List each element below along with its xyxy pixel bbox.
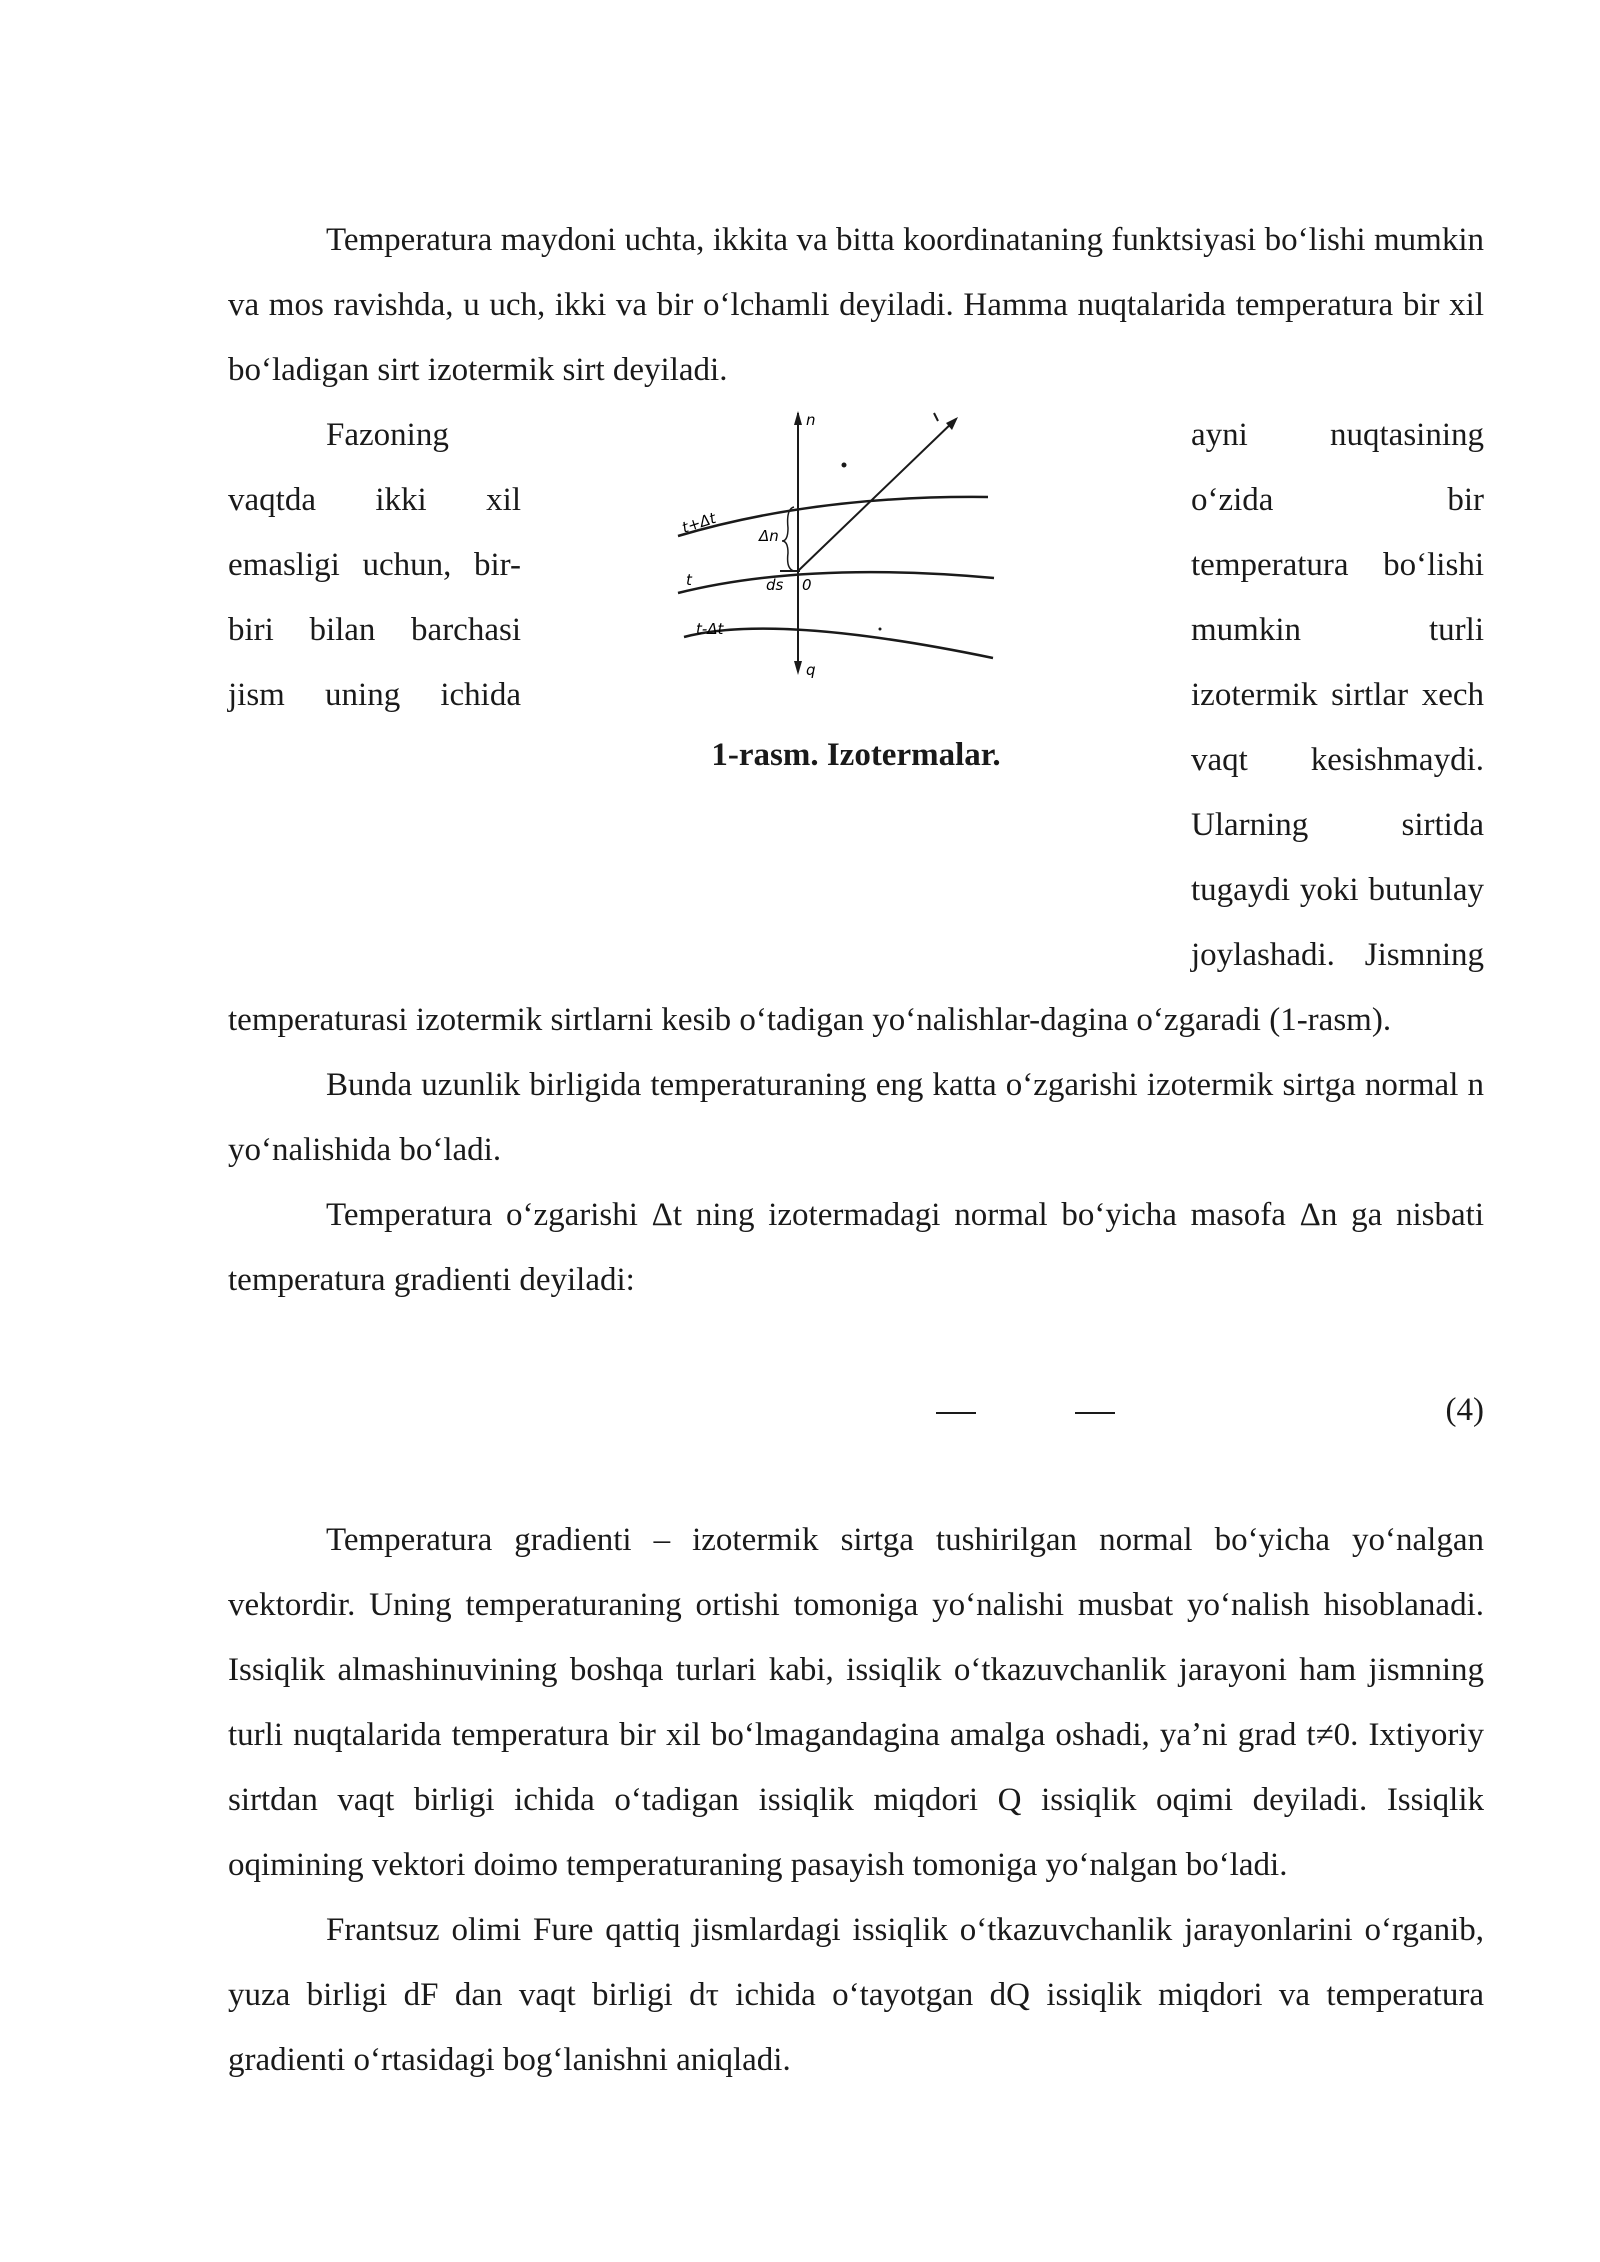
- equation-4: [228, 1313, 1484, 1508]
- label-ds: ds: [766, 576, 784, 594]
- right-column: [1191, 403, 1484, 988]
- left-column: [228, 403, 521, 728]
- equation-number: (4): [1445, 1392, 1484, 1428]
- paragraph-4: Temperatura oʻzgarishi Δt ning izotermadagi normal boʻyicha masofa Δn ga nisbati temperatura gradienti deyiladi:: [228, 1197, 1484, 1298]
- label-delta-n: Δn: [759, 527, 779, 545]
- figure-isotherms: [616, 403, 1096, 793]
- isotherm-diagram: [616, 403, 1096, 733]
- left-column-text: Fazoning vaqtda ikki xil emasligi uchun, bir-biri bilan barchasi jism uning ichida: [228, 417, 521, 713]
- label-q: q: [806, 661, 816, 679]
- paragraph-6: Frantsuz olimi Fure qattiq jismlardagi issiqlik oʻtkazuvchanlik jarayonlarini oʻrganib, yuza birligi dF dan vaqt birligi dτ ichida oʻtayotgan dQ issiqlik miqdori va temperatura gradienti oʻrtasidagi bogʻlanishni aniqladi.: [228, 1912, 1484, 2078]
- paragraph-2-continued: temperaturasi izotermik sirtlarni kesib oʻtadigan yoʻnalishlar-dagina oʻzgaradi (1-rasm).: [228, 1002, 1392, 1038]
- body-text: [228, 208, 1484, 2093]
- label-t: t: [686, 571, 692, 589]
- label-t-minus-dt: t-Δt: [696, 620, 724, 638]
- label-zero: 0: [802, 576, 812, 594]
- paragraph-1: Temperatura maydoni uchta, ikkita va bitta koordinataning funktsiyasi boʻlishi mumkin va mos ravishda, u uch, ikki va bir oʻlchamli deyiladi. Hamma nuqtalarida temperatura bir xil boʻladigan sirt izotermik sirt deyiladi.: [228, 222, 1484, 388]
- label-t-plus-dt: t+Δt: [679, 508, 719, 537]
- fraction-bar-1: [936, 1412, 976, 1414]
- paragraph-5: Temperatura gradienti – izotermik sirtga tushirilgan normal boʻyicha yoʻnalgan vektordir. Uning temperaturaning ortishi tomoniga yoʻnalishi musbat yoʻnalish hisoblanadi. Issiqlik almashinuvining boshqa turlari kabi, issiqlik oʻtkazuvchanlik jarayoni ham jismning turli nuqtalarida temperatura bir xil boʻlmagandagina amalga oshadi, yaʼni grad t≠0. Ixtiyoriy sirtdan vaqt birligi ichida oʻtadigan issiqlik miqdori Q issiqlik oqimi deyiladi. Issiqlik oqimining vektori doimo temperaturaning pasayish tomoniga yoʻnalgan boʻladi.: [228, 1522, 1484, 1883]
- right-column-text: ayni nuqtasining oʻzida bir temperatura boʻlishi mumkin turli izotermik sirtlar xech vaqt kesishmaydi. Ularning sirtida tugaydi yoki butunlay joylashadi. Jismning: [1191, 417, 1484, 973]
- fraction-bar-2: [1075, 1412, 1115, 1414]
- figure-caption: 1-rasm. Izotermalar.: [711, 737, 1001, 773]
- figure-wrap-block: [228, 403, 1484, 988]
- paragraph-3: Bunda uzunlik birligida temperaturaning eng katta oʻzgarishi izotermik sirtga normal n yoʻnalishida boʻladi.: [228, 1067, 1484, 1168]
- label-n: n: [806, 411, 816, 429]
